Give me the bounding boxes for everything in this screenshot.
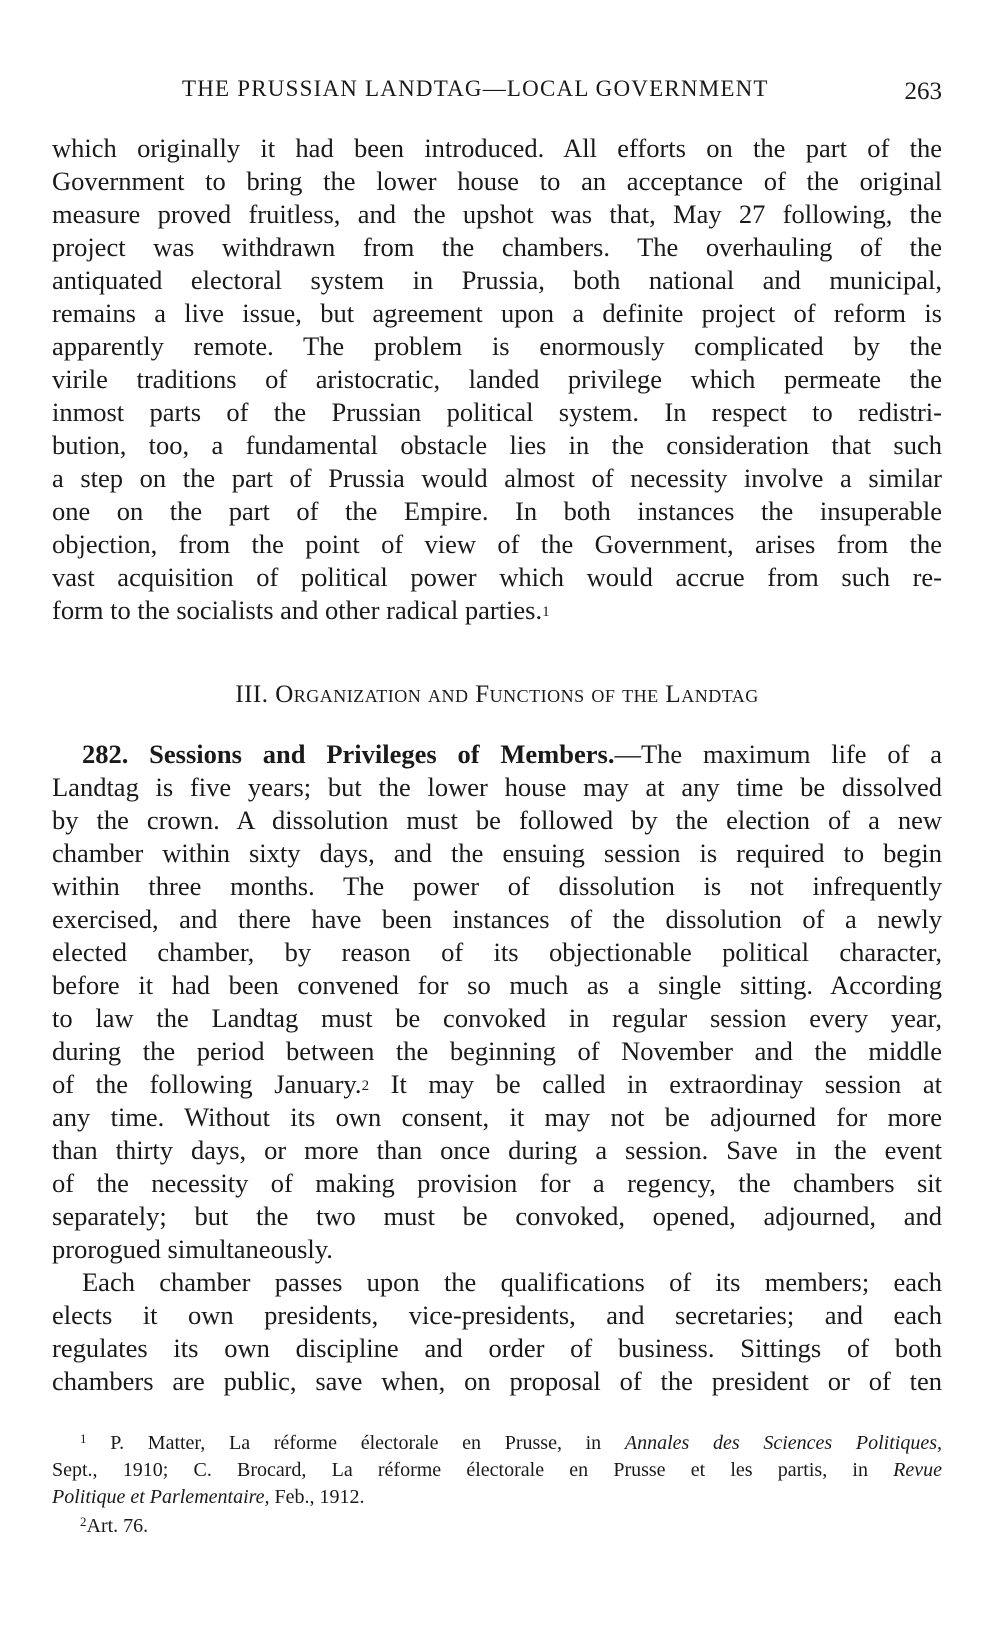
text-line: any time. Without its own consent, it may not be adjourned for more — [52, 1102, 942, 1132]
text-line: project was withdrawn from the chambers. The overhauling of the — [52, 232, 942, 262]
text-line: before it had been convened for so much as a single sitting. According — [52, 970, 942, 1000]
text-line: than thirty days, or more than once during a session. Save in the event — [52, 1135, 942, 1165]
footnote-1 — [52, 1430, 942, 1457]
footnote-text: Feb., 1912. — [269, 1486, 365, 1508]
page-number: 263 — [904, 78, 942, 105]
text-line: virile traditions of aristocratic, landed privilege which permeate the — [52, 364, 942, 394]
text-line: elected chamber, by reason of its objectionable political character, — [52, 937, 942, 967]
text-line-content: of the following January. — [52, 1069, 362, 1099]
text-line: remains a live issue, but agreement upon a definite project of reform is — [52, 298, 942, 328]
paragraph-heading: 282. Sessions and Privileges of Members. — [82, 739, 615, 769]
text-line: by the crown. A dissolution must be followed by the election of a new — [52, 805, 942, 835]
section-title: Organization and Functions of the Landtag — [275, 681, 759, 708]
text-line: regulates its own discipline and order of business. Sittings of both — [52, 1333, 942, 1363]
text-line: to law the Landtag must be convoked in regular session every year, — [52, 1003, 942, 1033]
text-line: prorogued simultaneously. — [52, 1234, 333, 1264]
text-line: chamber within sixty days, and the ensuing session is required to begin — [52, 838, 942, 868]
text-line: separately; but the two must be convoked, opened, adjourned, and — [52, 1201, 942, 1231]
footnote-text: Art. 76. — [86, 1515, 149, 1537]
text-line — [52, 594, 942, 627]
text-line: inmost parts of the Prussian political system. In respect to redistri- — [52, 397, 942, 427]
text-line: which originally it had been introduced. All efforts on the part of the — [52, 133, 942, 163]
text-line: a step on the part of Prussia would almost of necessity involve a similar — [52, 463, 942, 493]
text-line: Each chamber passes upon the qualifications of its members; each — [82, 1267, 942, 1297]
footnote-italic: Annales des Sciences Politiques, — [624, 1432, 942, 1454]
text-line: measure proved fruitless, and the upshot was that, May 27 following, the — [52, 199, 942, 229]
footnote-2 — [52, 1513, 942, 1540]
running-head — [52, 76, 942, 112]
text-line: Government to bring the lower house to an acceptance of the original — [52, 166, 942, 196]
text-line: apparently remote. The problem is enormously complicated by the — [52, 331, 942, 361]
text-line: exercised, and there have been instances of the dissolution of a newly — [52, 904, 942, 934]
section-heading — [52, 681, 942, 709]
text-line: during the period between the beginning of November and the middle — [52, 1036, 942, 1066]
footnote-mark: 2 — [80, 1514, 87, 1529]
text-line: Landtag is five years; but the lower house may at any time be dissolved — [52, 772, 942, 802]
footnote-text: P. Matter, La réforme électorale en Prusse, in — [86, 1432, 625, 1454]
text-line: bution, too, a fundamental obstacle lies in the consideration that such — [52, 430, 942, 460]
text-line-content: —The maximum life of a — [614, 739, 942, 769]
text-line: of the necessity of making provision for a regency, the chambers sit — [52, 1168, 942, 1198]
text-line — [52, 738, 942, 771]
text-line: one on the part of the Empire. In both instances the insuperable — [52, 496, 942, 526]
footnote-italic: Revue — [893, 1459, 942, 1481]
section-numeral: III. — [235, 681, 269, 708]
footnote-reference: 1 — [542, 604, 550, 620]
text-line: elects it own presidents, vice-presidents, and secretaries; and each — [52, 1300, 942, 1330]
footnote-text: Sept., 1910; C. Brocard, La réforme électorale en Prusse et les partis, in — [52, 1459, 894, 1481]
footnote-mark: 1 — [80, 1431, 87, 1446]
text-line: antiquated electoral system in Prussia, both national and municipal, — [52, 265, 942, 295]
text-line — [52, 1068, 942, 1101]
text-line: chambers are public, save when, on proposal of the president or of ten — [52, 1366, 942, 1396]
text-line-content: form to the socialists and other radical parties. — [52, 595, 543, 625]
text-line-content: It may be called in extraordinay session at — [369, 1069, 942, 1099]
text-line: objection, from the point of view of the Government, arises from the — [52, 529, 942, 559]
footnote-1-continued — [52, 1457, 942, 1484]
running-title: THE PRUSSIAN LANDTAG—LOCAL GOVERNMENT — [182, 76, 769, 101]
footnote-italic: Politique et Parlementaire, — [52, 1486, 270, 1508]
footnote-1-continued — [52, 1484, 942, 1511]
text-line: vast acquisition of political power which would accrue from such re- — [52, 562, 942, 592]
footnote-reference: 2 — [361, 1078, 370, 1094]
text-line: within three months. The power of dissolution is not infrequently — [52, 871, 942, 901]
